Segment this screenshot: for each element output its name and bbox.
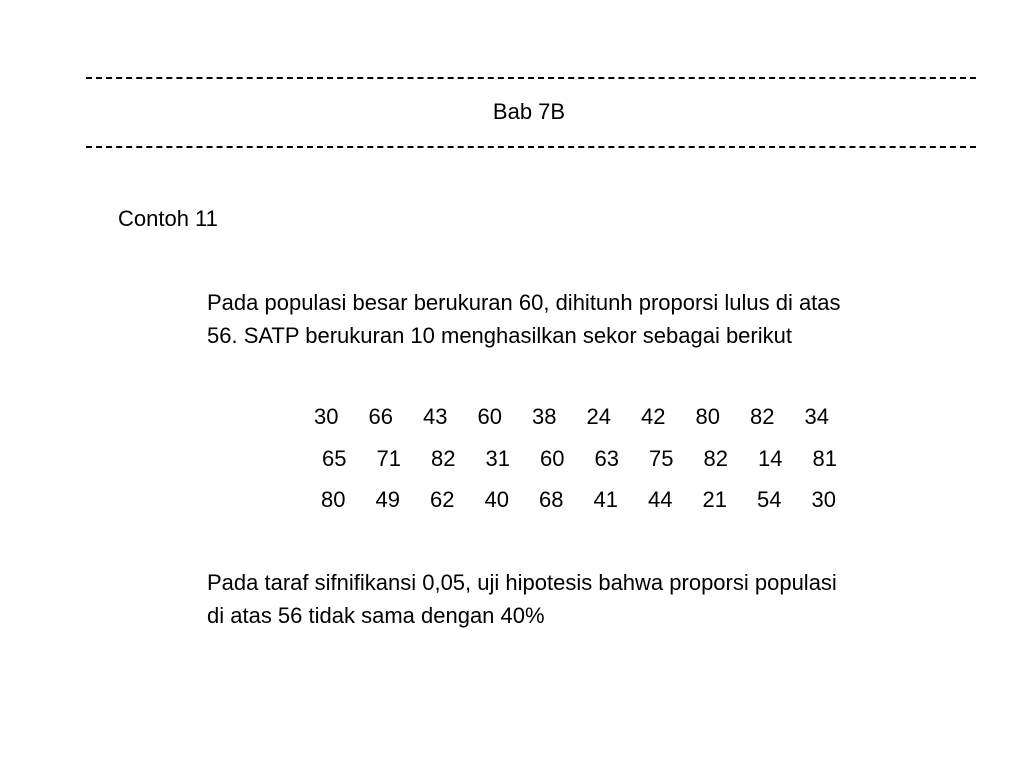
- score-value: 82: [431, 446, 456, 471]
- score-value: 63: [594, 446, 619, 471]
- score-value: 71: [376, 446, 401, 471]
- top-dashed-rule: [86, 77, 976, 80]
- score-value: 80: [321, 487, 346, 512]
- score-value: 42: [641, 404, 666, 429]
- score-row: [314, 402, 859, 432]
- score-value: 80: [695, 404, 720, 429]
- score-value: 54: [757, 487, 782, 512]
- score-value: 60: [540, 446, 565, 471]
- score-value: 81: [812, 446, 837, 471]
- score-value: 43: [423, 404, 448, 429]
- score-value: 75: [649, 446, 674, 471]
- problem-intro-line: 56. SATP berukuran 10 menghasilkan sekor sebagai berikut: [207, 323, 792, 348]
- score-value: 38: [532, 404, 557, 429]
- problem-question-line: Pada taraf sifnifikansi 0,05, uji hipotesis bahwa proporsi populasi: [207, 570, 837, 595]
- score-value: 82: [703, 446, 728, 471]
- score-value: 40: [484, 487, 509, 512]
- score-value: 24: [586, 404, 611, 429]
- score-value: 65: [322, 446, 347, 471]
- score-value: 62: [430, 487, 455, 512]
- score-value: 30: [811, 487, 836, 512]
- score-value: 34: [804, 404, 829, 429]
- problem-intro: [207, 286, 987, 352]
- score-value: 30: [314, 404, 339, 429]
- score-value: 44: [648, 487, 673, 512]
- score-value: 14: [758, 446, 783, 471]
- score-value: 60: [477, 404, 502, 429]
- score-value: 66: [368, 404, 393, 429]
- score-value: 41: [593, 487, 618, 512]
- example-label: Contoh 11: [118, 206, 218, 231]
- score-row: [322, 444, 867, 474]
- problem-question-line: di atas 56 tidak sama dengan 40%: [207, 603, 545, 628]
- score-value: 21: [702, 487, 727, 512]
- score-value: 31: [485, 446, 510, 471]
- score-value: 82: [750, 404, 775, 429]
- score-value: 49: [375, 487, 400, 512]
- bottom-dashed-rule: [86, 146, 976, 149]
- score-row: [321, 485, 866, 515]
- chapter-title: Bab 7B: [492, 99, 566, 124]
- problem-question: [207, 566, 987, 632]
- problem-intro-line: Pada populasi besar berukuran 60, dihitunh proporsi lulus di atas: [207, 290, 841, 315]
- score-value: 68: [539, 487, 564, 512]
